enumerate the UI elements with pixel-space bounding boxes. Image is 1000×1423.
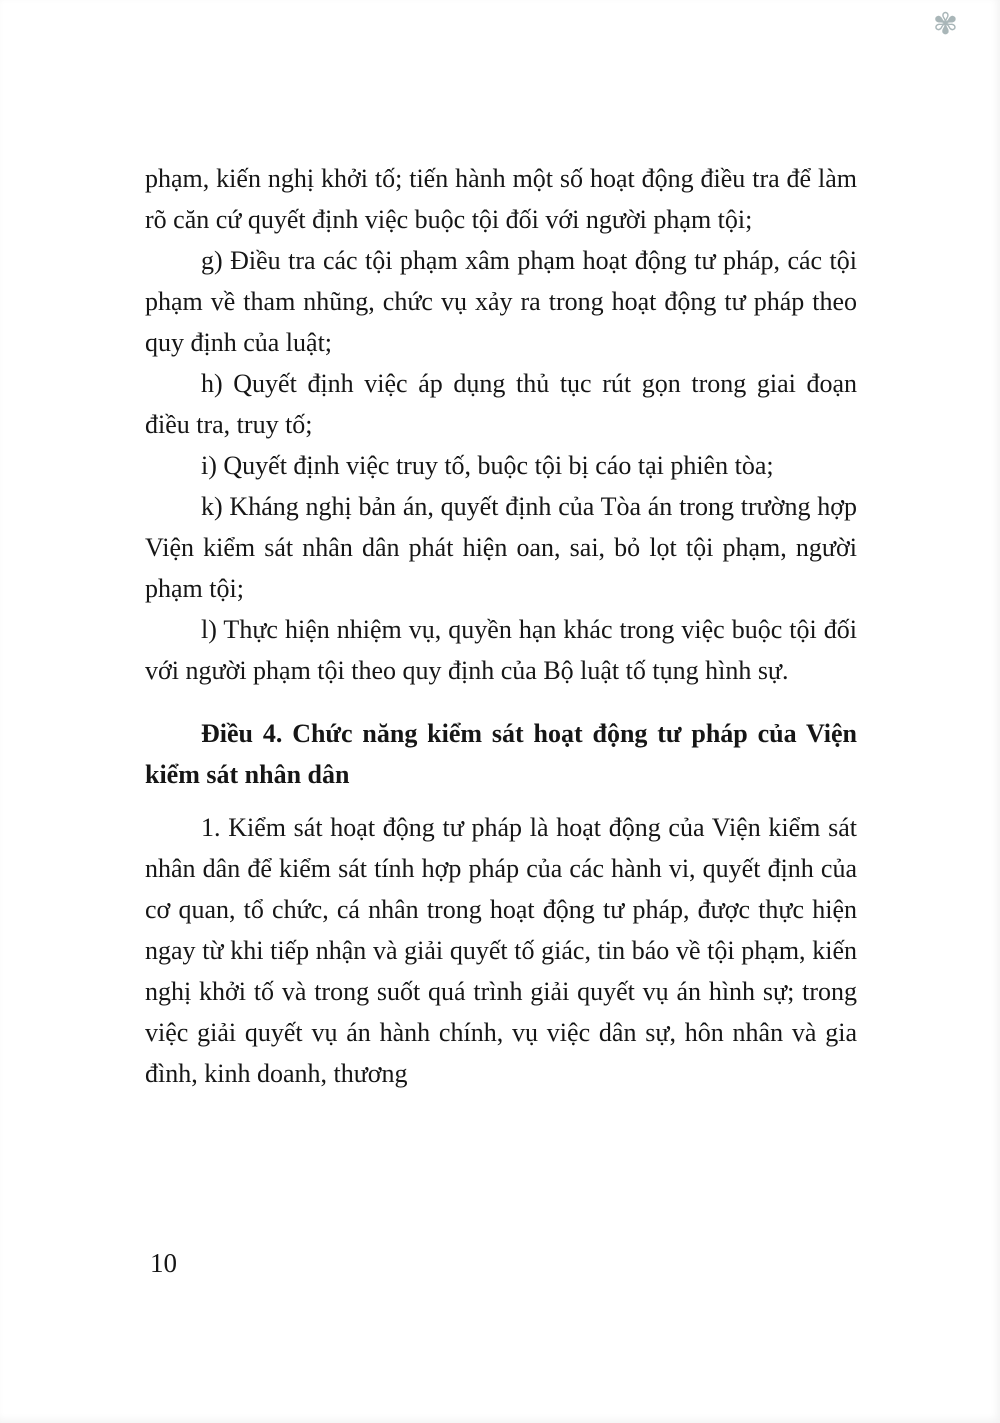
- paragraph: l) Thực hiện nhiệm vụ, quyền hạn khác trong việc buộc tội đối với người phạm tội theo quy định của Bộ luật tố tụng hình sự.: [145, 615, 857, 685]
- document-text-block: [145, 158, 857, 1094]
- flower-ornament-icon: ✾: [932, 8, 958, 41]
- paragraph: phạm, kiến nghị khởi tố; tiến hành một số hoạt động điều tra để làm rõ căn cứ quyết định việc buộc tội đối với người phạm tội;: [145, 164, 857, 234]
- page-number: 10: [150, 1248, 177, 1278]
- paragraph: 1. Kiểm sát hoạt động tư pháp là hoạt động của Viện kiểm sát nhân dân để kiểm sát tính hợp pháp của các hành vi, quyết định của cơ quan, tổ chức, cá nhân trong hoạt động tư pháp, được thực hiện ngay từ khi tiếp nhận và giải quyết tố giác, tin báo về tội phạm, kiến nghị khởi tố và trong suốt quá trình giải quyết vụ án hình sự; trong việc giải quyết vụ án hành chính, vụ việc dân sự, hôn nhân và gia đình, kinh doanh, thương: [145, 813, 857, 1088]
- paragraph: k) Kháng nghị bản án, quyết định của Tòa án trong trường hợp Viện kiểm sát nhân dân phát hiện oan, sai, bỏ lọt tội phạm, người phạm tội;: [145, 492, 857, 603]
- paragraph: i) Quyết định việc truy tố, buộc tội bị cáo tại phiên tòa;: [201, 451, 774, 480]
- paragraph: h) Quyết định việc áp dụng thủ tục rút gọn trong giai đoạn điều tra, truy tố;: [145, 369, 857, 439]
- paragraph: g) Điều tra các tội phạm xâm phạm hoạt động tư pháp, các tội phạm về tham nhũng, chức vụ xảy ra trong hoạt động tư pháp theo quy định của luật;: [145, 246, 857, 357]
- section-heading: Điều 4. Chức năng kiểm sát hoạt động tư pháp của Viện kiểm sát nhân dân: [145, 719, 857, 789]
